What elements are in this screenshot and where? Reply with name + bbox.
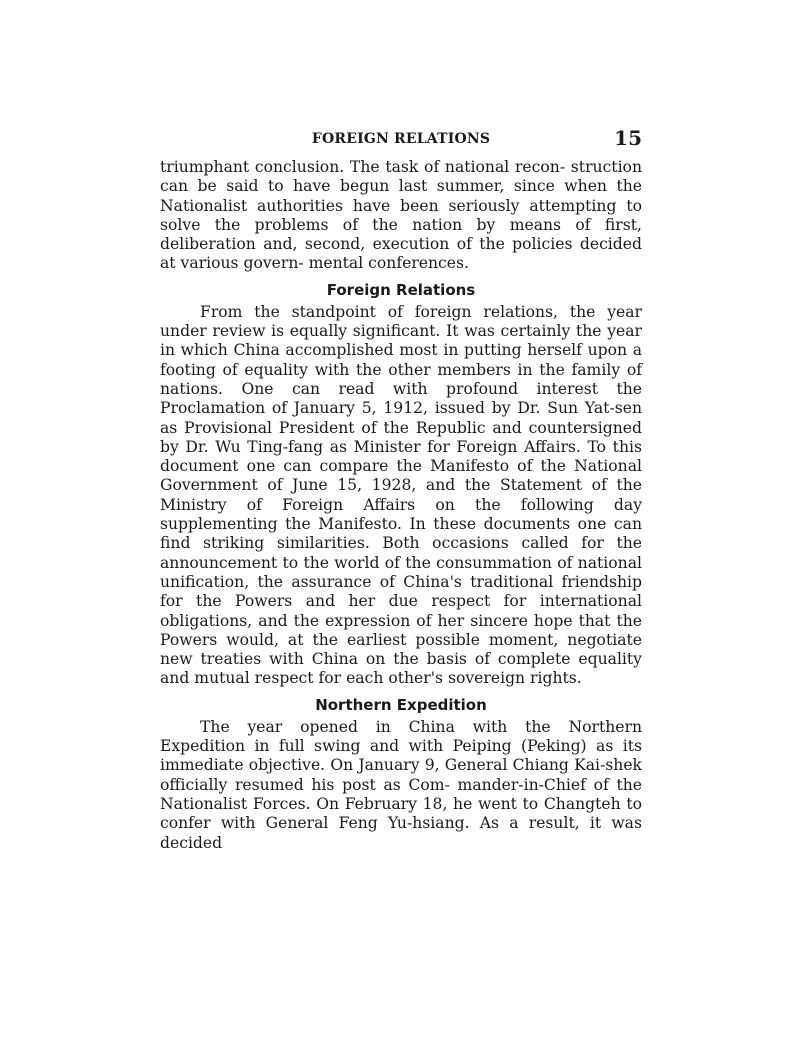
foreign-relations-paragraph: From the standpoint of foreign relations, the year under review is equally significant. It was certainly the year in which China accomplished most in putting herself upon a footing of equality with the other members in the family of nations. One can read with profound interest the Proclamation of January 5, 1912, issued by Dr. Sun Yat-sen as Provisional President of the Republic and countersigned by Dr. Wu Ting-fang as Minister for Foreign Affairs. To this document one can compare the Manifesto of the National Government of June 15, 1928, and the Statement of the Ministry of Foreign Affairs on the following day supplementing the Manifesto. In these documents one can find striking similarities. Both occasions called for the announcement to the world of the consummation of national unification, the assurance of China's traditional friendship for the Powers and her due respect for international obligations, and the expression of her sincere hope that the Powers would, at the earliest possible moment, negotiate new treaties with China on the basis of complete equality and mutual respect for each other's sovereign rights.: [160, 302, 642, 688]
section-heading-northern-expedition: Northern Expedition: [315, 695, 487, 714]
running-title: FOREIGN RELATIONS: [311, 131, 491, 147]
running-head: [160, 128, 642, 154]
intro-paragraph: triumphant conclusion. The task of national recon- struction can be said to have begun last summer, since when the Nationalist authorities have been seriously attempting to solve the problems of the nation by means of first, deliberation and, second, execution of the policies decided at various govern- mental conferences.: [160, 158, 642, 273]
document-page: [160, 128, 642, 853]
page-number: 15: [614, 126, 642, 150]
section-heading-foreign-relations: Foreign Relations: [326, 280, 476, 299]
northern-expedition-paragraph: The year opened in China with the Northern Expedition in full swing and with Peiping (Peking) as its immediate objective. On January 9, General Chiang Kai-shek officially resumed his post as Com- mander-in-Chief of the Nationalist Forces. On February 18, he went to Changteh to confer with General Feng Yu-hsiang. As a result, it was decided: [160, 717, 642, 852]
